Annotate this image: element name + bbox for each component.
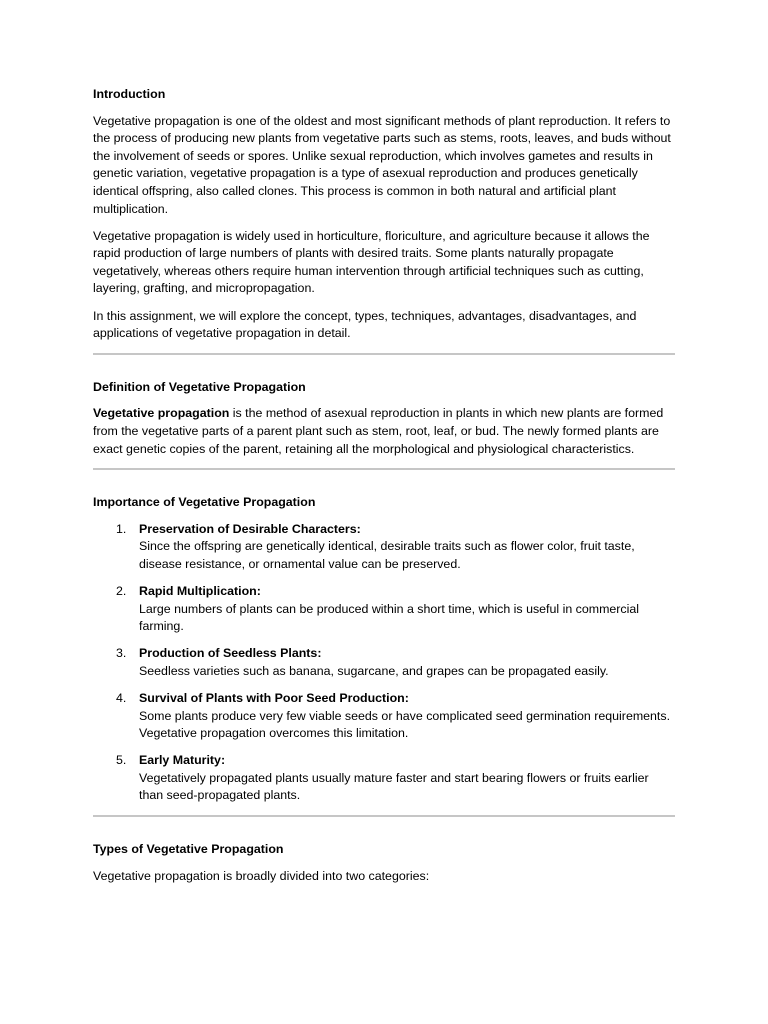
introduction-heading: Introduction [93, 87, 166, 101]
list-item-title: Preservation of Desirable Characters: [139, 521, 361, 536]
list-item-number: 2. [116, 583, 127, 598]
list-item-number: 4. [116, 690, 127, 705]
list-item [93, 645, 675, 680]
introduction-paragraph: In this assignment, we will explore the concept, types, techniques, advantages, disadvantages, and applications of vegetative propagation in detail. [93, 308, 637, 341]
list-item-title: Production of Seedless Plants: [139, 646, 322, 661]
types-intro: Vegetative propagation is broadly divided into two categories: [93, 868, 430, 883]
list-item-text: Since the offspring are genetically identical, desirable traits such as flower color, fruit taste, disease resistance, or ornamental value can be preserved. [139, 539, 635, 571]
introduction-section [93, 86, 675, 343]
list-item-text: Large numbers of plants can be produced within a short time, which is useful in commercial farming. [139, 601, 639, 634]
list-item-number: 5. [116, 753, 127, 768]
list-item [93, 690, 675, 743]
introduction-paragraph: Vegetative propagation is widely used in horticulture, floriculture, and agriculture because it allows the rapid production of large numbers of plants with desired traits. Some plants naturally propagate vegetatively, whereas others require human intervention through artificial techniques such as cutting, layering, grafting, and micropropagation. [93, 228, 650, 296]
importance-list [93, 521, 675, 805]
list-item-text: Vegetatively propagated plants usually mature faster and start bearing flowers or fruits earlier than seed-propagated plants. [139, 770, 649, 803]
list-item-number: 1. [116, 521, 127, 536]
definition-text: is the method of asexual reproduction in plants in which new plants are formed from the vegetative parts of a parent plant such as stem, root, leaf, or bud. The newly formed plants are exact genetic copies of the parent, retaining all the morphological and physiological characteristics. [93, 406, 664, 456]
list-item-text: Seedless varieties such as banana, sugarcane, and grapes can be propagated easily. [139, 663, 609, 678]
list-item-title: Survival of Plants with Poor Seed Production: [139, 690, 409, 705]
list-item-title: Early Maturity: [139, 753, 226, 768]
definition-paragraph [93, 405, 675, 458]
types-heading: Types of Vegetative Propagation [93, 842, 284, 856]
definition-section [93, 379, 675, 458]
types-section [93, 841, 675, 885]
definition-heading: Definition of Vegetative Propagation [93, 379, 306, 394]
introduction-paragraph: Vegetative propagation is one of the oldest and most significant methods of plant reproduction. It refers to the process of producing new plants from vegetative parts such as stems, roots, leaves, and buds without the involvement of seeds or spores. Unlike sexual reproduction, which involves gametes and results in genetic variation, vegetative propagation is a type of asexual reproduction and produces genetically identical offspring, also called clones. This process is common in both natural and artificial plant multiplication. [93, 113, 671, 216]
list-item-title: Rapid Multiplication: [139, 583, 261, 598]
section-divider [93, 353, 675, 355]
importance-section [93, 494, 675, 805]
section-divider [93, 468, 675, 470]
list-item [93, 752, 675, 805]
definition-term: Vegetative propagation [93, 406, 230, 421]
list-item-text: Some plants produce very few viable seeds or have complicated seed germination requirements. Vegetative propagation overcomes this limitation. [139, 708, 671, 741]
importance-heading: Importance of Vegetative Propagation [93, 495, 316, 510]
section-divider [93, 815, 675, 817]
list-item [93, 583, 675, 636]
list-item [93, 521, 675, 574]
list-item-number: 3. [116, 646, 127, 661]
